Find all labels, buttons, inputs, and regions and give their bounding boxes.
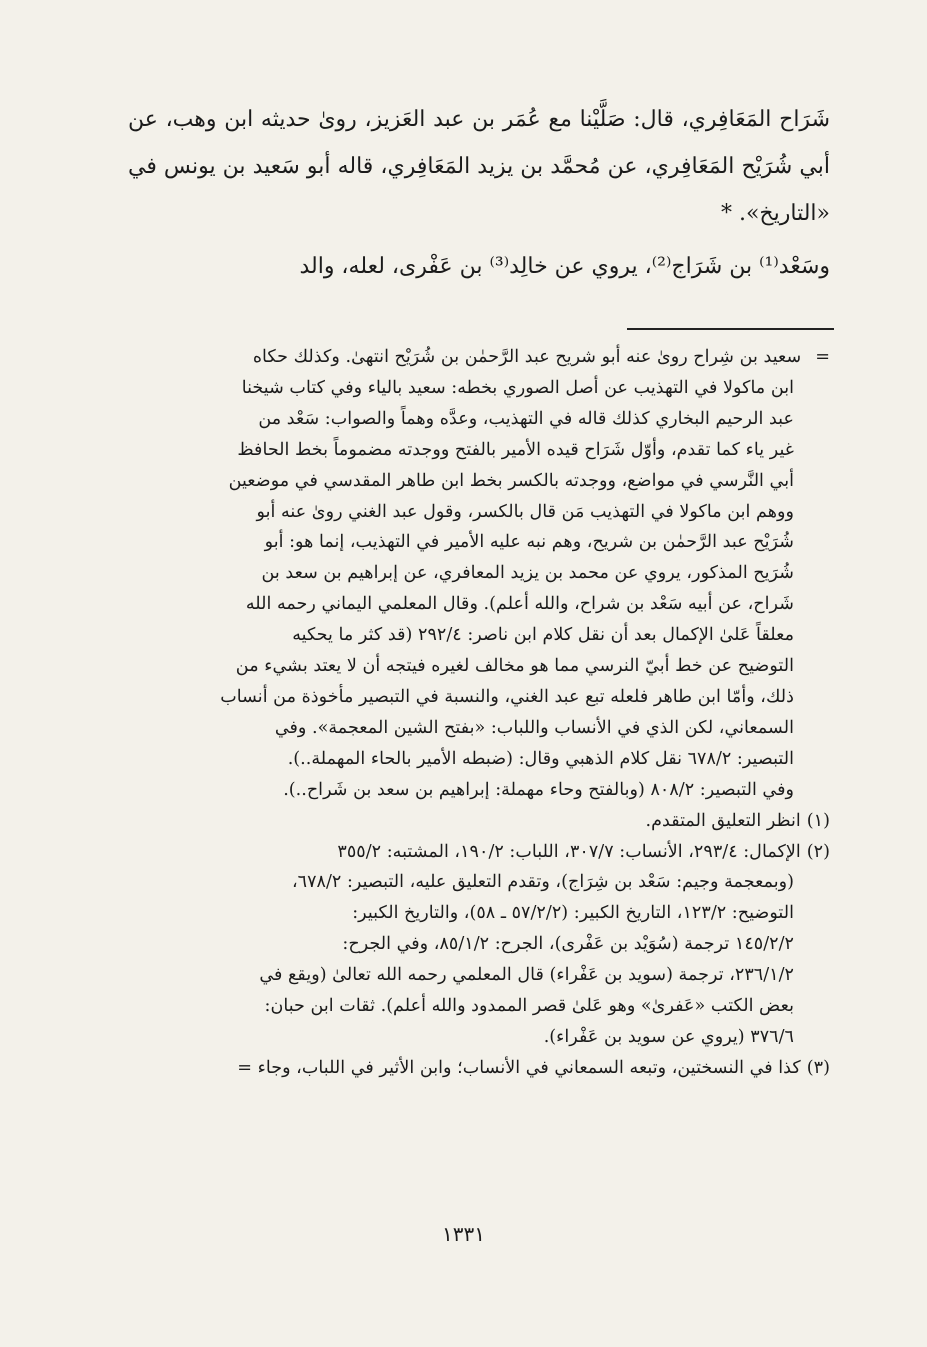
- footnote-line: (١)انظر التعليق المتقدم.: [128, 806, 830, 837]
- footnote-1: [128, 806, 830, 837]
- footnote-line: التبصير: ٦٧٨/٢ نقل كلام الذهبي وقال: (ضبطه الأمير بالحاء المهملة..).: [287, 748, 794, 769]
- footnote-line: التوضيح عن خط أبيّ النرسي مما هو مخالف لغيره فيتجه أن لا يعتد بشيء من: [235, 656, 794, 677]
- footnote-line: ٢٣٦/١/٢، ترجمة (سويد بن عَفْراء) قال المعلمي رحمه الله تعالىٰ (ويقع في: [259, 965, 794, 986]
- footnote-line: ٣٧٦/٦ (يروي عن سويد بن عَفْراء).: [543, 1026, 794, 1047]
- footnotes: [128, 342, 830, 1084]
- footnote-2: [128, 837, 830, 1053]
- main-text: [128, 96, 830, 290]
- footnote-line: شُرَيْح عبد الرَّحمٰن بن شريح، وهم نبه عليه الأمير في التهذيب، إنما هو: أبو: [264, 532, 794, 553]
- footnote-line: ١٤٥/٢/٢ ترجمة (سُوَيْد بن عَفْرى)، الجرح: ٨٥/١/٢، وفي الجرح:: [342, 934, 794, 955]
- footnote-line: عبد الرحيم البخاري كذلك قاله في التهذيب، وعدَّه وهماً والصواب: سَعْد من: [258, 408, 794, 429]
- footnote-number: (٢): [806, 841, 830, 862]
- footnote-line: شُرَيح المذكور، يروي عن محمد بن يزيد المعافري، عن إبراهيم بن سعد بن: [261, 563, 794, 584]
- footnote-line: (٢)الإكمال: ٢٩٣/٤، الأنساب: ٣٠٧/٧، اللباب: ١٩٠/٢، المشتبه: ٣٥٥/٢: [128, 837, 830, 868]
- footnote-continuation: [128, 342, 830, 806]
- footnote-line: أبي النَّرسي في مواضع، ووجدته بالكسر بخط ابن طاهر المقدسي في موضعين: [228, 470, 794, 491]
- footnote-line: ابن ماكولا في التهذيب عن أصل الصوري بخطه: سعيد بالياء وفي كتاب شيخنا: [241, 377, 794, 398]
- footnote-line: التوضيح: ١٢٣/٢، التاريخ الكبير: (٥٧/٢/٢ ـ ٥٨)، والتاريخ الكبير:: [352, 903, 794, 924]
- continuation-marker: =: [815, 347, 830, 367]
- footnote-line: ووهم ابن ماكولا في التهذيب مَن قال بالكسر، وقول عبد الغني روىٰ عنه أبو: [256, 501, 794, 522]
- footnote-line: ذلك، وأمّا ابن طاهر فلعله تبع عبد الغني، والنسبة في التبصير مأخوذة من أنساب: [220, 686, 794, 707]
- footnote-line: (٣)كذا في النسختين، وتبعه السمعاني في الأنساب؛ وابن الأثير في اللباب، وجاء =: [128, 1053, 830, 1084]
- footnote-line: =سعيد بن شِراح روىٰ عنه أبو شريح عبد الرَّحمٰن بن شُرَيْح انتهىٰ. وكذلك حكاه: [128, 342, 830, 373]
- footnote-separator: [627, 328, 834, 330]
- main-paragraph-1: شَرَاح المَعَافِري، قال: صَلَّيْنا مع عُمَر بن عبد العَزيز، روىٰ حديثه ابن وهب، عن أبي شُرَيْح المَعَافِري، عن مُحمَّد بن يزيد المَعَافِري، قاله أبو سَعيد بن يونس في «التاريخ». *: [128, 107, 830, 226]
- footnote-number: (٣): [806, 1057, 830, 1078]
- footnote-line: شَراح، عن أبيه سَعْد بن شراح، والله أعلم). وقال المعلمي اليماني رحمه الله: [245, 594, 794, 615]
- footnote-line: معلقاً عَلىٰ الإكمال بعد أن نقل كلام ابن ناصر: ٢٩٢/٤ (قد كثر ما يحكيه: [292, 625, 794, 646]
- main-paragraph-2: وسَعْد⁽¹⁾ بن شَرَاج⁽²⁾، يروي عن خالِد⁽³⁾ بن عَفْرى، لعله، والد: [299, 254, 830, 279]
- footnote-line: (وبمعجمة وجيم: سَعْد بن شِرَاج)، وتقدم التعليق عليه، التبصير: ٦٧٨/٢،: [291, 872, 794, 893]
- footnote-line: وفي التبصير: ٨٠٨/٢ (وبالفتح وحاء مهملة: إبراهيم بن سعد بن شَراح..).: [283, 779, 794, 800]
- footnote-line: السمعاني، لكن الذي في الأنساب واللباب: «بفتح الشين المعجمة». وفي: [274, 717, 794, 738]
- page-number: ١٣٣١: [442, 1222, 485, 1246]
- footnote-3: [128, 1053, 830, 1084]
- footnote-line: غير ياء كما تقدم، وأوّل شَرَاح قيده الأمير بالفتح ووجدته مضموماً بخط الحافظ: [237, 439, 794, 460]
- footnote-number: (١): [806, 810, 830, 831]
- footnote-line: بعض الكتب «عَفرىٰ» وهو عَلىٰ قصر الممدود والله أعلم). ثقات ابن حبان:: [264, 996, 794, 1017]
